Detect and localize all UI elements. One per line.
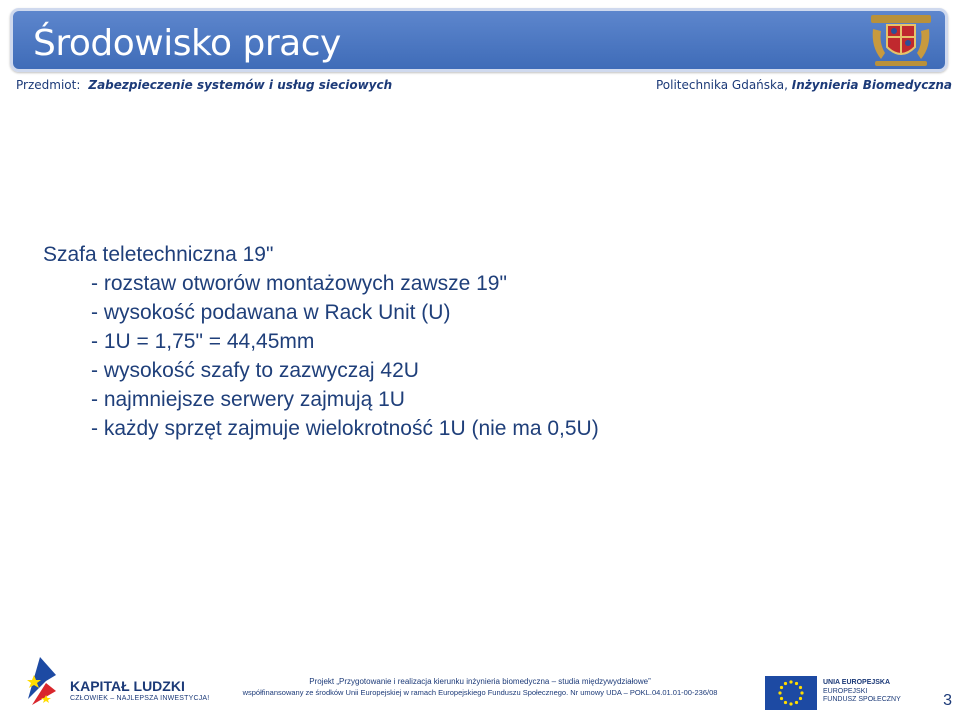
faculty-name: Inżynieria Biomedyczna [791, 78, 952, 92]
university-name: Politechnika Gdańska, [655, 78, 788, 92]
subject-row [16, 78, 392, 92]
eu-flag-icon [765, 676, 817, 710]
slide-content [43, 240, 599, 443]
subject-name: Zabezpieczenie systemów i usług sieciowych [88, 78, 393, 92]
slide-title: Środowisko pracy [33, 23, 341, 64]
eu-line-3: FUNDUSZ SPOŁECZNY [823, 696, 901, 703]
university-row [656, 78, 952, 92]
eu-line-1: UNIA EUROPEJSKA [823, 679, 891, 686]
page-number: 3 [943, 692, 952, 709]
list-item: - najmniejsze serwery zajmują 1U [91, 388, 405, 411]
kapital-ludzki-title: KAPITAŁ LUDZKI [70, 678, 185, 694]
eu-text [823, 679, 901, 705]
project-line-1: Projekt „Przygotowanie i realizacja kierunku inżynieria biomedyczna – studia międzywydziałowe” [309, 677, 651, 686]
university-crest-icon [867, 13, 935, 69]
list-item: - wysokość podawana w Rack Unit (U) [91, 301, 451, 324]
list-item: - rozstaw otworów montażowych zawsze 19" [91, 272, 507, 295]
list-item: - wysokość szafy to zazwyczaj 42U [91, 359, 419, 382]
project-line-2: współfinansowany ze środków Unii Europejskiej w ramach Europejskiego Funduszu Społecznego. Nr umowy UDA – POKL.04.01.01-00-236/08 [242, 688, 718, 697]
subject-label: Przedmiot: [16, 78, 81, 92]
list-item: - każdy sprzęt zajmuje wielokrotność 1U (nie ma 0,5U) [91, 417, 599, 440]
kapital-ludzki-subtitle: CZŁOWIEK – NAJLEPSZA INWESTYCJA! [70, 695, 210, 702]
list-item: - 1U = 1,75" = 44,45mm [91, 330, 315, 353]
title-bar [10, 8, 948, 72]
bullet-list [43, 269, 599, 443]
content-heading: Szafa teletechniczna 19" [43, 243, 274, 266]
project-info [210, 676, 750, 698]
eu-line-2: EUROPEJSKI [823, 687, 868, 695]
